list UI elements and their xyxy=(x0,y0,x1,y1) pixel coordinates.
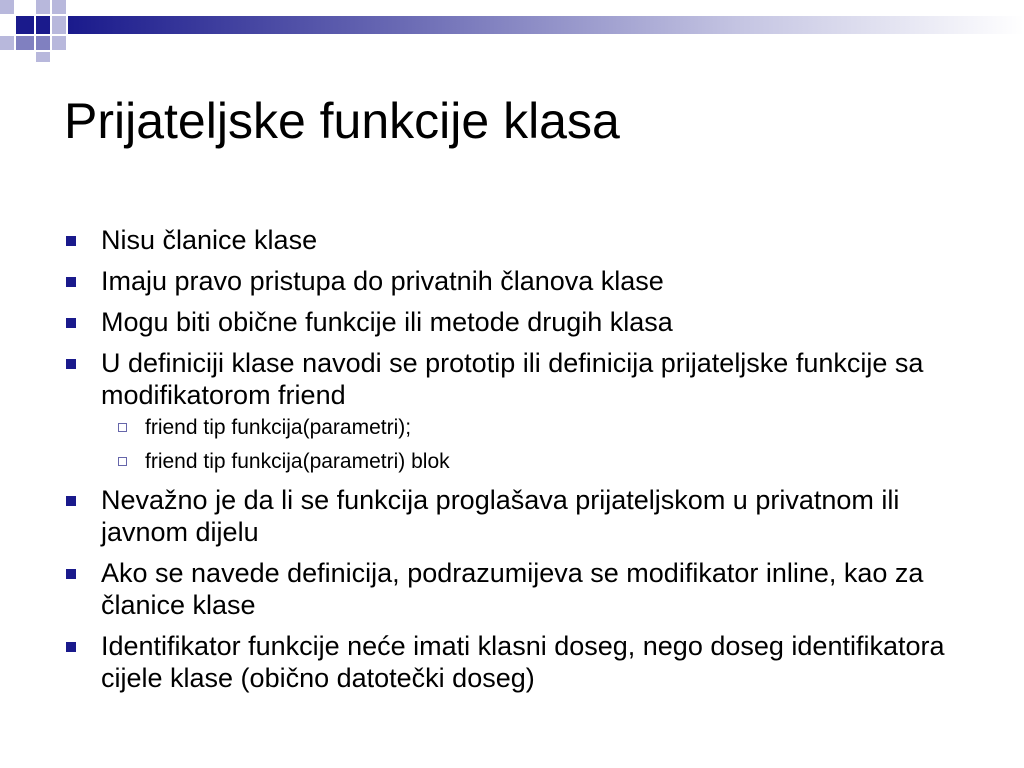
sub-bullet-item xyxy=(101,415,984,441)
decor-square xyxy=(52,36,66,50)
filled-square-icon xyxy=(66,359,76,369)
decor-square xyxy=(0,0,14,14)
decor-square xyxy=(36,36,50,50)
bullet-item xyxy=(64,265,984,297)
decor-square xyxy=(36,16,50,34)
filled-square-icon xyxy=(66,569,76,579)
decor-square xyxy=(36,0,50,14)
bullet-text: Nisu članice klase xyxy=(101,225,318,255)
filled-square-icon xyxy=(66,642,76,652)
filled-square-icon xyxy=(66,236,76,246)
bullet-text: Nevažno je da li se funkcija proglašava prijateljskom u privatnom ili javnom dijelu xyxy=(101,485,900,547)
decor-square xyxy=(16,16,34,34)
bullet-item xyxy=(64,630,984,694)
bullet-text: Mogu biti obične funkcije ili metode drugih klasa xyxy=(101,307,673,337)
decor-square xyxy=(16,36,34,50)
bullet-text: U definiciji klase navodi se prototip ili definicija prijateljske funkcije sa modifikatorom friend xyxy=(101,348,924,410)
bullet-item xyxy=(64,484,984,548)
bullet-text: Imaju pravo pristupa do privatnih članova klase xyxy=(101,266,664,296)
hollow-square-icon xyxy=(118,457,127,466)
bullet-text: Ako se navede definicija, podrazumijeva se modifikator inline, kao za članice klase xyxy=(101,558,924,620)
slide-title: Prijateljske funkcije klasa xyxy=(64,93,620,149)
decor-square xyxy=(52,16,66,34)
bullet-item xyxy=(64,224,984,256)
sub-bullet-item xyxy=(101,449,984,475)
bullet-list xyxy=(64,224,984,703)
sub-bullet-text: friend tip funkcija(parametri); xyxy=(145,416,412,439)
decor-square xyxy=(0,36,14,50)
bullet-text: Identifikator funkcije neće imati klasni doseg, nego doseg identifikatora cijele klase (obično datotečki doseg) xyxy=(101,631,945,693)
filled-square-icon xyxy=(66,318,76,328)
sub-bullet-list xyxy=(101,415,984,475)
header-gradient-bar xyxy=(68,16,1024,34)
filled-square-icon xyxy=(66,277,76,287)
bullet-item xyxy=(64,306,984,338)
header-decoration xyxy=(0,0,1024,64)
hollow-square-icon xyxy=(118,423,127,432)
bullet-item xyxy=(64,347,984,475)
decor-square xyxy=(36,52,50,62)
bullet-item xyxy=(64,557,984,621)
sub-bullet-text: friend tip funkcija(parametri) blok xyxy=(145,450,450,473)
decor-square xyxy=(52,0,66,14)
filled-square-icon xyxy=(66,496,76,506)
